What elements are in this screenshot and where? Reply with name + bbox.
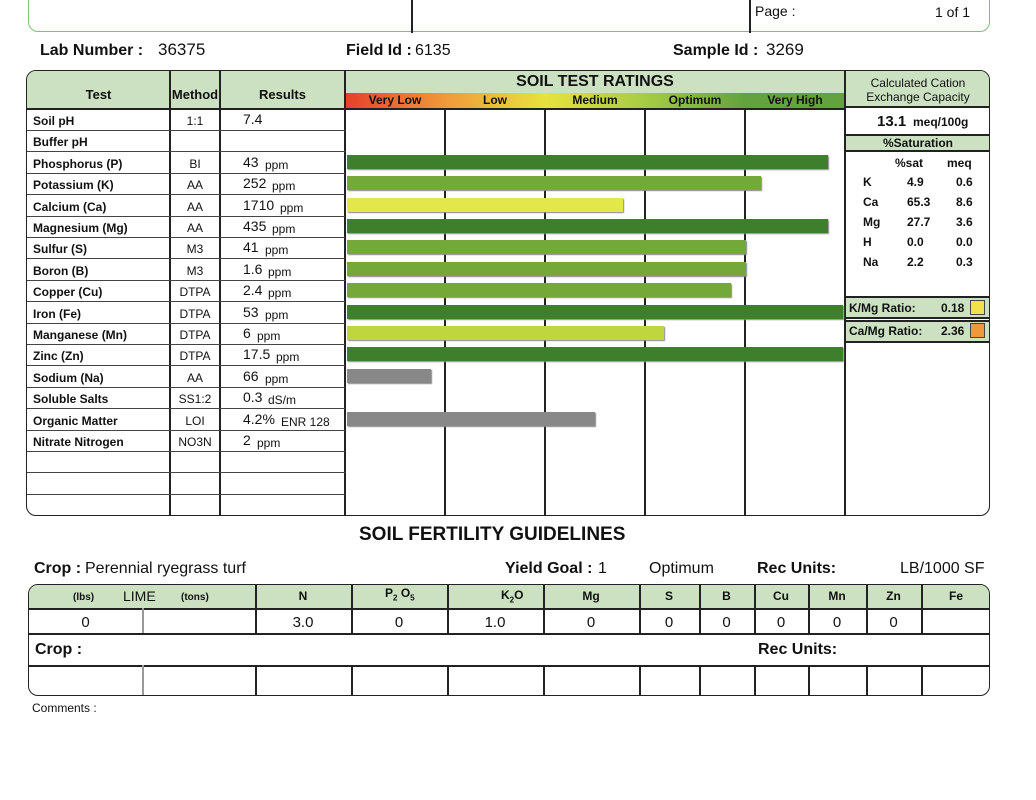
test-method: DTPA [179,306,211,321]
sat-meq: 8.6 [956,195,973,209]
fe-header: Fe [948,589,963,603]
test-unit: ppm [257,436,281,450]
test-name: Sulfur (S) [33,242,87,257]
sample-id-label: Sample Id : [673,42,759,59]
soil-test-table [26,70,990,516]
sat-meq: 0.0 [956,235,973,249]
test-unit: ENR 128 [281,414,330,429]
cec-title-line1: Calculated Cation [870,76,966,90]
sat-percent: 4.9 [907,175,924,189]
sat-element: Na [863,255,879,269]
mn-value: 0 [832,614,842,631]
test-method: AA [186,199,203,214]
kmg-ratio-label: K/Mg Ratio: [849,301,916,315]
rec-units2-label: Rec Units: [758,641,838,658]
cu-value: 0 [776,614,786,631]
cec-value: 13.1 [877,113,907,130]
rating-bar [347,240,746,254]
sat-col-header: %sat [895,156,924,170]
test-result: 66 [243,367,259,384]
kmg-ratio-swatch [970,300,985,315]
test-result: 1.6 [243,260,263,277]
rating-bar [347,412,595,426]
test-unit: ppm [265,157,289,172]
test-method: AA [186,178,203,193]
test-name: Potassium (K) [33,178,114,193]
sat-meq: 0.3 [956,255,973,269]
test-unit: ppm [265,371,289,386]
ratings-title: SOIL TEST RATINGS [516,73,674,90]
test-method: 1:1 [186,114,204,128]
zn-header: Zn [886,589,901,603]
comments-label: Comments : [32,701,97,715]
test-method: M3 [186,242,204,257]
sample-id: 3269 [766,40,804,59]
test-method: AA [186,221,203,235]
test-result: 252 [243,175,267,192]
rating-medium: Medium [545,93,645,108]
rating-bar [347,176,761,190]
camg-ratio-swatch [970,323,985,338]
rating-optimum: Optimum [645,93,745,108]
test-name: Nitrate Nitrogen [33,435,124,449]
test-result: 4.2% [243,410,275,427]
cec-unit: meq/100g [913,115,969,129]
test-unit: ppm [280,200,304,215]
mg-header: Mg [582,589,600,603]
sat-percent: 0.0 [907,235,924,249]
rating-bar [347,219,828,233]
rating-bar [347,326,664,340]
mn-header: Mn [828,589,846,603]
field-id: 6135 [415,42,451,59]
rating-bar [347,155,828,169]
test-result: 7.4 [243,111,263,127]
k2o-value: 1.0 [484,614,506,631]
sat-meq: 0.6 [956,175,973,189]
col-method-header: Method [171,87,219,102]
page-label: Page : [755,3,796,19]
lab-number: 36375 [158,40,206,59]
guidelines-title: SOIL FERTILITY GUIDELINES [359,524,626,545]
test-unit: ppm [265,243,289,258]
test-name: Organic Matter [33,413,118,428]
yield-goal-label: Yield Goal : [505,560,593,577]
crop-value: Perennial ryegrass turf [85,560,246,577]
test-method: SS1:2 [178,392,212,407]
rating-bar [347,369,431,383]
test-method: DTPA [179,349,211,364]
test-unit: ppm [268,286,292,301]
test-unit: ppm [265,307,289,322]
lime-lbs-label: (lbs) [73,592,95,603]
test-name: Soluble Salts [33,392,109,407]
test-result: 1710 [243,196,275,213]
sat-percent: 27.7 [907,215,931,229]
sat-element: H [863,235,872,249]
col-test-header: Test [85,87,112,102]
sat-element: Mg [863,215,881,229]
test-unit: dS/m [268,393,297,408]
cu-header: Cu [773,589,789,603]
n-header: N [298,589,308,603]
sat-percent: 2.2 [907,255,924,269]
test-result: 6 [243,325,251,341]
test-name: Magnesium (Mg) [33,221,128,235]
rating-very-low: Very Low [345,93,445,108]
saturation-label: %Saturation [882,136,953,150]
test-name: Soil pH [33,114,75,128]
test-unit: ppm [272,179,296,194]
page-value: 1 of 1 [935,4,971,20]
test-result: 0.3 [243,389,263,406]
yield-goal-text: Optimum [649,560,714,577]
sat-meq: 3.6 [956,215,973,229]
n-value: 3.0 [292,614,314,631]
p2o5-value: 0 [394,614,404,631]
test-method: AA [186,370,203,385]
rec-units-value: LB/1000 SF [900,560,985,577]
b-header: B [722,589,731,603]
zn-value: 0 [889,614,898,631]
rating-very-high: Very High [745,93,845,108]
test-result: 17.5 [243,346,271,363]
lime-value: 0 [81,614,90,631]
sat-percent: 65.3 [907,195,931,209]
fertility-guidelines-table [28,584,990,696]
yield-goal-value: 1 [598,560,607,577]
sat-element: K [863,175,872,189]
b-value: 0 [722,614,731,631]
test-method: DTPA [179,285,211,300]
crop2-label: Crop : [35,641,83,658]
test-name: Boron (B) [33,263,89,278]
test-name: Zinc (Zn) [33,349,84,364]
s-value: 0 [664,614,674,631]
lime-tons-label: (tons) [181,592,209,603]
rating-low: Low [445,93,545,108]
test-unit: ppm [276,350,300,365]
col-results-header: Results [259,87,306,102]
p2o5-header: $P_2$ $O_5$ [385,586,415,603]
test-unit: ppm [257,329,281,343]
test-name: Sodium (Na) [33,370,104,385]
k2o-header: $K_2O$ [501,588,524,605]
test-result: 2.4 [243,282,263,299]
test-method: M3 [186,263,204,278]
test-name: Copper (Cu) [33,285,103,300]
test-name: Calcium (Ca) [33,199,107,214]
mg-value: 0 [586,614,596,631]
camg-ratio-label: Ca/Mg Ratio: [849,324,923,338]
test-name: Iron (Fe) [33,306,81,321]
test-method: BI [189,156,201,171]
test-name: Phosphorus (P) [33,156,123,171]
test-name: Buffer pH [33,135,88,150]
rec-units-label: Rec Units: [757,560,837,577]
rating-bar [347,347,843,361]
meq-col-header: meq [947,156,972,170]
field-id-label: Field Id : [346,42,412,59]
page-header-box [28,0,990,32]
lime-header: LIME [123,588,156,604]
rating-bar [347,262,746,276]
test-result: 43 [243,153,259,170]
crop-label: Crop : [34,560,82,577]
rating-bar [347,305,843,319]
rating-bar [347,198,623,212]
test-method: LOI [185,413,205,428]
camg-ratio-value: 2.36 [941,324,965,338]
test-result: 435 [243,218,267,234]
test-method: DTPA [179,328,211,342]
cec-title-line2: Exchange Capacity [866,90,970,104]
sat-element: Ca [863,195,879,209]
lab-number-label: Lab Number : [40,42,144,59]
s-header: S [664,589,673,603]
kmg-ratio-value: 0.18 [941,301,965,315]
test-unit: ppm [272,222,296,236]
rating-bar [347,283,731,297]
test-result: 2 [243,432,251,448]
test-method: NO3N [178,435,212,449]
test-result: 41 [243,239,259,256]
test-result: 53 [243,303,259,320]
test-name: Manganese (Mn) [33,328,128,342]
test-unit: ppm [268,264,292,279]
